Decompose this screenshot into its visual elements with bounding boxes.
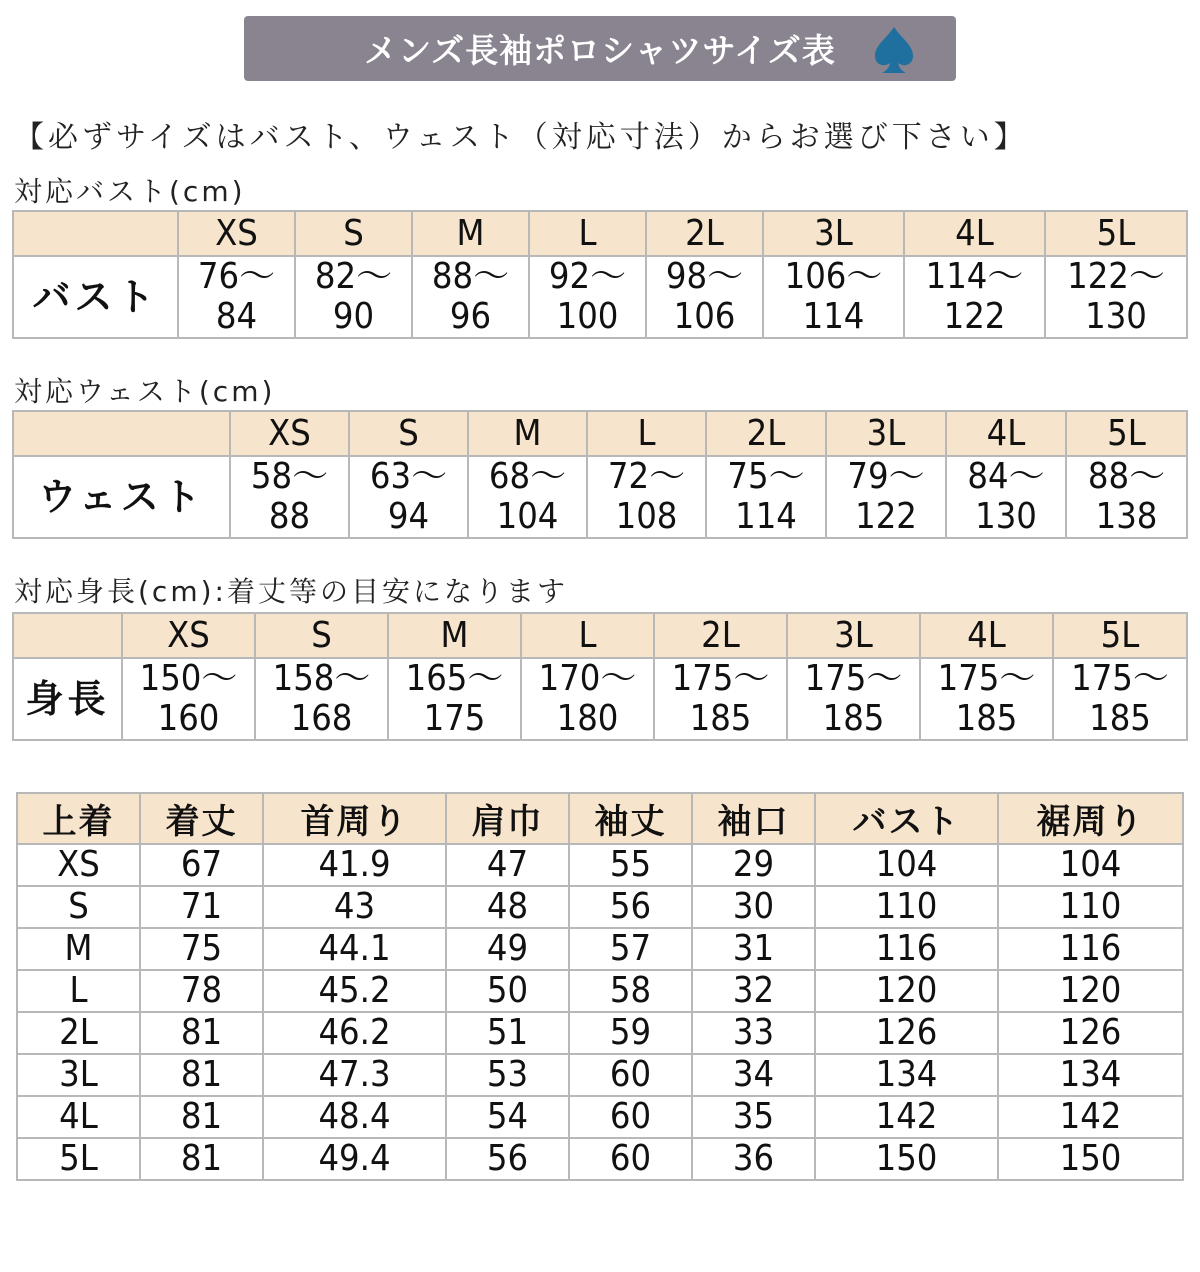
garment-value-cell: 71 [140,886,263,928]
table-row [17,1012,1183,1054]
garment-value-cell: 29 [692,844,815,886]
garment-size-cell: 2L [17,1012,140,1054]
title-banner [244,16,956,81]
bust-range-cell [1045,256,1187,338]
garment-measurement-table [16,792,1184,1181]
garment-value-cell: 150 [815,1138,998,1180]
garment-column-header: 袖丈 [569,793,692,844]
bust-value-row [13,256,1187,338]
garment-value-cell: 81 [140,1138,263,1180]
range-max: 130 [1085,296,1147,337]
range-min: 175〜 [804,658,903,699]
garment-value-cell: 116 [998,928,1183,970]
range-max: 180 [556,698,619,739]
garment-value-cell: 41.9 [263,844,446,886]
height-range-cell [388,658,521,740]
garment-value-cell: 126 [998,1012,1183,1054]
height-header-row [13,613,1187,658]
range-max: 114 [735,496,797,537]
range-min: 75〜 [727,456,805,497]
range-min: 88〜 [1087,456,1166,497]
garment-value-cell: 31 [692,928,815,970]
garment-value-cell: 59 [569,1012,692,1054]
garment-column-header: 首周り [263,793,446,844]
height-header-blank [13,613,122,658]
garment-size-cell: S [17,886,140,928]
range-max: 100 [556,296,619,337]
range-max: 106 [673,296,736,337]
garment-value-cell: 75 [140,928,263,970]
height-range-cell [521,658,654,740]
garment-value-cell: 33 [692,1012,815,1054]
bust-row-label: バスト [13,256,178,338]
bust-range-cell [529,256,646,338]
waist-size-header: L [587,411,706,456]
garment-value-cell: 120 [998,970,1183,1012]
range-min: 165〜 [405,658,504,699]
garment-value-cell: 142 [815,1096,998,1138]
garment-value-cell: 60 [569,1138,692,1180]
height-row-label: 身長 [13,658,122,740]
waist-range-cell [587,456,706,538]
garment-size-cell: L [17,970,140,1012]
range-max: 168 [290,698,353,739]
range-min: 63〜 [369,456,448,497]
height-size-header: 3L [787,613,920,658]
range-min: 114〜 [925,256,1024,297]
waist-range-cell [946,456,1066,538]
garment-value-cell: 49 [446,928,569,970]
range-min: 79〜 [847,456,925,497]
waist-header-row [13,411,1187,456]
bust-range-cell [178,256,295,338]
waist-value-row [13,456,1187,538]
range-max: 185 [955,698,1018,739]
bust-table [12,210,1188,339]
height-value-row [13,658,1187,740]
garment-value-cell: 32 [692,970,815,1012]
bust-size-header: XS [178,211,295,256]
garment-value-cell: 81 [140,1054,263,1096]
garment-value-cell: 134 [998,1054,1183,1096]
garment-value-cell: 47 [446,844,569,886]
waist-size-header: S [349,411,468,456]
range-min: 158〜 [272,658,371,699]
garment-value-cell: 55 [569,844,692,886]
waist-range-cell [1066,456,1187,538]
range-max: 122 [943,296,1006,337]
height-size-header: L [521,613,654,658]
waist-section-label: 対応ウェスト(cm) [14,375,276,408]
height-range-cell [122,658,255,740]
table-row [17,1096,1183,1138]
garment-column-header: 上着 [17,793,140,844]
height-size-header: 2L [654,613,787,658]
garment-column-header: 袖口 [692,793,815,844]
garment-value-cell: 58 [569,970,692,1012]
garment-value-cell: 134 [815,1054,998,1096]
bust-size-header: 4L [904,211,1045,256]
range-max: 160 [157,698,220,739]
garment-value-cell: 57 [569,928,692,970]
garment-value-cell: 54 [446,1096,569,1138]
garment-value-cell: 48 [446,886,569,928]
garment-value-cell: 110 [815,886,998,928]
bust-range-cell [646,256,763,338]
garment-value-cell: 35 [692,1096,815,1138]
range-max: 90 [332,296,375,337]
range-max: 104 [496,496,559,537]
waist-row-label: ウェスト [13,456,230,538]
page-title: メンズ長袖ポロシャツサイズ表 [364,31,836,70]
range-min: 175〜 [937,658,1036,699]
garment-size-cell: 3L [17,1054,140,1096]
range-min: 170〜 [538,658,637,699]
garment-value-cell: 44.1 [263,928,446,970]
range-max: 114 [802,296,865,337]
height-section-label: 対応身長(cm):着丈等の目安になります [14,575,568,608]
range-max: 185 [1089,698,1151,739]
waist-size-header: 3L [826,411,946,456]
garment-column-header: 裾周り [998,793,1183,844]
bust-range-cell [412,256,529,338]
range-min: 175〜 [1071,658,1169,699]
garment-value-cell: 30 [692,886,815,928]
height-range-cell [787,658,920,740]
range-min: 106〜 [784,256,883,297]
waist-size-header: 5L [1066,411,1187,456]
bust-size-header: M [412,211,529,256]
waist-header-blank [13,411,230,456]
bust-size-header: 3L [763,211,904,256]
garment-value-cell: 142 [998,1096,1183,1138]
range-min: 82〜 [314,256,393,297]
garment-value-cell: 104 [998,844,1183,886]
garment-value-cell: 53 [446,1054,569,1096]
garment-value-cell: 46.2 [263,1012,446,1054]
range-min: 84〜 [967,456,1045,497]
range-max: 84 [215,296,258,337]
range-min: 150〜 [139,658,238,699]
range-min: 92〜 [548,256,627,297]
height-size-header: XS [122,613,255,658]
range-min: 68〜 [488,456,567,497]
waist-range-cell [706,456,826,538]
waist-size-header: 4L [946,411,1066,456]
range-max: 175 [423,698,486,739]
table-row [17,970,1183,1012]
waist-table [12,410,1188,539]
range-min: 88〜 [431,256,510,297]
waist-size-header: M [468,411,587,456]
range-max: 94 [387,496,430,537]
garment-value-cell: 36 [692,1138,815,1180]
garment-value-cell: 150 [998,1138,1183,1180]
spade-icon [874,25,914,75]
bust-size-header: 5L [1045,211,1187,256]
range-max: 185 [822,698,885,739]
range-min: 98〜 [665,256,744,297]
height-range-cell [920,658,1053,740]
height-range-cell [255,658,388,740]
waist-size-header: 2L [706,411,826,456]
garment-value-cell: 45.2 [263,970,446,1012]
garment-column-header: 着丈 [140,793,263,844]
garment-value-cell: 47.3 [263,1054,446,1096]
garment-value-cell: 50 [446,970,569,1012]
garment-value-cell: 48.4 [263,1096,446,1138]
range-min: 72〜 [607,456,686,497]
garment-size-cell: XS [17,844,140,886]
garment-value-cell: 49.4 [263,1138,446,1180]
table-row [17,1054,1183,1096]
garment-value-cell: 116 [815,928,998,970]
range-min: 58〜 [250,456,329,497]
garment-value-cell: 56 [569,886,692,928]
height-range-cell [654,658,787,740]
garment-value-cell: 67 [140,844,263,886]
bust-size-header: L [529,211,646,256]
bust-header-blank [13,211,178,256]
bust-section-label: 対応バスト(cm) [14,175,246,208]
garment-value-cell: 81 [140,1096,263,1138]
range-max: 185 [689,698,752,739]
height-size-header: S [255,613,388,658]
range-min: 76〜 [197,256,276,297]
garment-column-header: バスト [815,793,998,844]
waist-range-cell [349,456,468,538]
bust-range-cell [904,256,1045,338]
bust-size-header: 2L [646,211,763,256]
waist-range-cell [230,456,349,538]
range-min: 175〜 [671,658,770,699]
height-range-cell [1053,658,1187,740]
range-max: 108 [615,496,678,537]
table-row [17,844,1183,886]
garment-value-cell: 51 [446,1012,569,1054]
garment-size-cell: M [17,928,140,970]
table-row [17,886,1183,928]
garment-value-cell: 43 [263,886,446,928]
bust-header-row [13,211,1187,256]
garment-header-row [17,793,1183,844]
garment-value-cell: 34 [692,1054,815,1096]
bust-size-header: S [295,211,412,256]
garment-value-cell: 60 [569,1096,692,1138]
height-size-header: 5L [1053,613,1187,658]
height-size-header: 4L [920,613,1053,658]
table-row [17,928,1183,970]
garment-value-cell: 78 [140,970,263,1012]
garment-value-cell: 120 [815,970,998,1012]
height-size-header: M [388,613,521,658]
garment-value-cell: 60 [569,1054,692,1096]
range-min: 122〜 [1067,256,1165,297]
garment-size-cell: 5L [17,1138,140,1180]
height-table [12,612,1188,741]
waist-range-cell [826,456,946,538]
range-max: 96 [449,296,492,337]
garment-size-cell: 4L [17,1096,140,1138]
waist-size-header: XS [230,411,349,456]
range-max: 122 [855,496,917,537]
range-max: 138 [1095,496,1158,537]
size-note: 【必ずサイズはバスト、ウェスト（対応寸法）からお選び下さい】 [14,120,1028,155]
bust-range-cell [763,256,904,338]
range-max: 130 [975,496,1037,537]
range-max: 88 [268,496,311,537]
table-row [17,1138,1183,1180]
waist-range-cell [468,456,587,538]
garment-column-header: 肩巾 [446,793,569,844]
bust-range-cell [295,256,412,338]
garment-value-cell: 56 [446,1138,569,1180]
garment-value-cell: 110 [998,886,1183,928]
garment-value-cell: 81 [140,1012,263,1054]
garment-value-cell: 104 [815,844,998,886]
garment-value-cell: 126 [815,1012,998,1054]
